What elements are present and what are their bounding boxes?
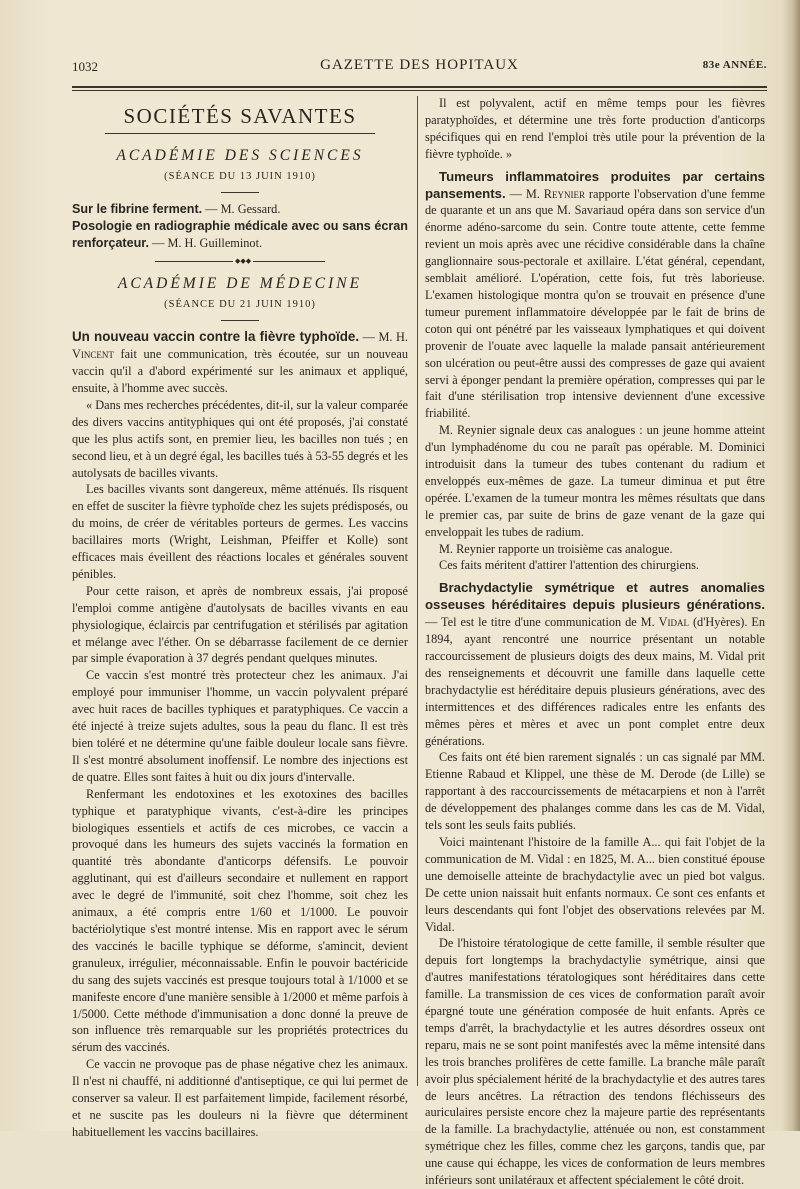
item-posologie xyxy=(72,218,408,252)
brachy-lead-name: Vidal xyxy=(658,615,690,630)
body-paragraph: Ce vaccin ne provoque pas de phase négative chez les animaux. Il n'est ni chauffé, ni additionné d'antiseptique, ce qui lui permet de conserver sa valeur. Il est parfaitement limpide, facilement résorbé, et ne suscite pas les douleurs ni la fièvre que déterminent habituellement les vaccins bacillaires. xyxy=(72,1057,408,1139)
body-paragraph: Ce vaccin s'est montré très protecteur chez les animaux. J'ai employé pour immuniser l'homme, un vaccin polyvalent préparé avec huit races de bacilles typhiques et paratyphiques. Ce vaccin a été injecté à treize sujets adultes, sous la peau du flanc. Il est très bien toléré et ne détermine qu'une faible douleur locale sans fièvre. Il s'est montré absolument inoffensif. Le nombre des injections est de quatre. Elles sont faites à huit ou dix jours d'intervalle. xyxy=(72,668,408,784)
header-rule-thick xyxy=(72,86,767,88)
body-paragraph: Renfermant les endotoxines et les exotoxines des bacilles typhique et paratyphique vivants, c'est-à-dire les principes biologiques essentiels et actifs de ces microbes, ce vaccin a provoqué dans les humeurs des sujets vaccinés la formation en quantité très abondante d'anticorps défensifs. Le pouvoir agglutinant, qui est d'ailleurs secondaire et nullement en rapport avec le degré de l'immunité, soit chez l'homme, soit chez les animaux, a été compris entre 1/60 et 1/1000. Le pouvoir bactériolytique s'est montré intense. Mis en rapport avec le sérum des vaccinés le bacille typhique se déforme, s'amincit, devient granuleux, irrégulier, méconnaissable. Enfin le pouvoir bactéricide du sang des sujets vaccinés est presque toujours total à 1/1000 et se manifeste encore d'une manière sensible à 1/2000 et même parfois à 1/5000. Cette méthode d'immunisation a donc donné la preuve de son influence très remarquable sur les propriétés protectrices du sérum des vaccinés. xyxy=(72,786,408,1055)
brachy-title: Brachydactylie symétrique et autres anomalies osseuses héréditaires depuis plusieurs générations. xyxy=(425,580,765,613)
vaccine-lead-paragraph xyxy=(72,329,408,397)
seance-date-2: (SÉANCE DU 21 JUIN 1910) xyxy=(164,299,316,311)
item-posologie-title: Posologie en radiographie médicale avec ou sans écran renforçateur. xyxy=(72,218,408,250)
ornament-divider xyxy=(155,257,325,266)
small-rule-1 xyxy=(221,192,259,193)
header-rule-thin xyxy=(72,90,767,91)
ornament-glyph: ◆◆◆ xyxy=(235,257,252,266)
body-paragraph: De l'histoire tératologique de cette famille, il semble résulter que depuis fort longtemps la brachydactylie symétrique, ainsi que d'autres manifestations tératologiques sont héréditaires dans cette famille. La transmission de ces vices de conformation paraît avoir épargné toute une génération composée de huit enfants. Après ce temps d'arrêt, la brachydactylie et les autres désordres osseux ont reparu, mais ne se sont point manifestés avec la même intensité dans les trois branches prolifères de cette famille. La branche mâle paraît avoir plus spécialement hérité de la brachydactylie et des autres tares de leurs ancêtres. La rétraction des tendons fléchisseurs des auriculaires persiste encore chez la majeure partie des représentants de la famille. La brachydactylie, atténuée ou non, est constamment symétrique chez les filles, comme chez les garçons, tandis que, par une cause qui échappe, les vices de conformation de leurs membres inférieurs sont unilatéraux et affectent spécialement le côté droit. xyxy=(425,936,765,1188)
body-paragraph: M. Reynier signale deux cas analogues : un jeune homme atteint d'un lymphadénome du cou ne paraît pas opérable. M. Dominici introduisit dans la tumeur des tubes contenant du radium et enveloppés eux-mêmes de gaze. La tumeur diminua et put être opérée. L'examen de la tumeur montra les mêmes résultats que dans le premier cas, par suite de brins de gaze venant de la gaze qui enveloppait les tubes de radium. xyxy=(425,423,765,539)
vaccine-author-prefix: — M. H. xyxy=(362,330,408,345)
item-fibrine xyxy=(72,201,408,218)
tumeurs-author-name: Reynier xyxy=(543,186,585,201)
tumeurs-paragraph xyxy=(425,169,765,423)
item-posologie-author: — M. H. Guilleminot. xyxy=(152,235,263,250)
body-paragraph: M. Reynier rapporte un troisième cas analogue. xyxy=(439,541,673,556)
vaccine-author-name: Vincent xyxy=(72,347,114,362)
year-label: 83e ANNÉE. xyxy=(702,59,767,71)
page-number: 1032 xyxy=(72,59,98,74)
body-paragraph: Ces faits ont été bien rarement signalés : un cas signalé par MM. Etienne Rabaud et Klippel, une thèse de M. Derode (de Lille) se rapportant à des raccourcissements de métacarpiens et non à l'arrêt de développement des phalanges comme dans les cas de M. Vidal, tels sont les seuls faits publiés. xyxy=(425,750,765,833)
body-paragraph: « Dans mes recherches précédentes, dit-il, sur la valeur comparée des divers vaccins antityphiques qui ont été proposés, j'ai constaté que les plus actifs sont, en premier lieu, les bacilles non tués ; en second lieu, et à un degré égal, les bacilles tués à 53-55 degrés et les autolysats de bacilles vivants. xyxy=(72,397,408,480)
body-paragraph: Pour cette raison, et après de nombreux essais, j'ai proposé l'emploi comme antigène d'autolysats de bacilles vivants en eau physiologique, éclaircis par centrifugation et stérilisés par agitation et mélange avec l'éther. On se débarrasse facilement de ce dernier par simple évaporation à 37 degrés pendant quelques minutes. xyxy=(72,583,408,666)
vaccine-title: Un nouveau vaccin contre la fièvre typhoïde. xyxy=(72,329,360,345)
page-edge-shadow xyxy=(782,0,800,1131)
item-fibrine-title: Sur le fibrine ferment. xyxy=(72,201,203,216)
continuation-paragraph: Il est polyvalent, actif en même temps pour les fièvres paratyphoïdes, et détermine une très forte production d'anticorps spécifiques qui en rend l'emploi très utile pour la prévention de la fièvre typhoïde. » xyxy=(425,96,765,161)
brachy-paragraph xyxy=(425,580,765,749)
body-paragraph: Les bacilles vivants sont dangereux, même atténués. Ils risquent en effet de susciter la fièvre typhoïde chez les sujets prédisposés, ou du moins, de créer de véritables porteurs de germes. Les vaccins bacillaires morts (Wright, Leishman, Pfeiffer et Kolle) sont efficaces mais éveillent des réactions locales et générales souvent pénibles. xyxy=(72,482,408,581)
brachy-lead-prefix: — Tel est le titre d'une communication de M. xyxy=(425,615,655,630)
item-fibrine-author: — M. Gessard. xyxy=(205,201,281,216)
body-paragraph: Voici maintenant l'histoire de la famille A... qui fait l'objet de la communication de M. Vidal : en 1825, M. A... bien constitué épouse une demoiselle atteinte de brachydactylie avec un pied bot valgus. De cette union naissait huit enfants normaux. Ce sont ces enfants et leurs descendants qui font l'objet des observations relevées par M. Vidal. xyxy=(425,834,765,934)
section-rule xyxy=(105,133,375,134)
left-column xyxy=(72,98,408,1141)
column-divider xyxy=(417,96,418,1086)
tumeurs-author-prefix: — M. xyxy=(509,186,540,201)
running-header xyxy=(72,55,767,79)
academy-sciences-heading: ACADÉMIE DES SCIENCES xyxy=(116,146,364,164)
right-column xyxy=(425,95,765,1189)
tumeurs-title: Tumeurs inflammatoires produites par certains pansements. xyxy=(425,168,765,201)
seance-date-1: (SÉANCE DU 13 JUIN 1910) xyxy=(164,170,316,182)
tumeurs-body: rapporte l'observation d'une femme de quarante et un ans que M. Savariaud opéra dans son service d'un énorme adéno-sarcome du sein. Contre toute attente, cette femme revient un mois après avec une récidive considérable dans la chaîne ganglionnaire sous-pectorale et axillaire. L'état général, cependant, semblait amélioré. L'opération, cette fois, fut très laborieuse. L'examen histologique montra qu'on se trouvait en présence d'une tumeur purement inflammatoire développée par le fait de brins de coton qui ont pénétré par les vaisseaux lymphatiques et qui doivent provenir de l'ouate avec laquelle la malade pansait antérieurement son ulcération ou peut-être aussi des compresses de gaze qui avaient servi à éponger pendant la première opération, compresses qui par le fait d'une stérilisation trop intensive deviennent d'une excessive friabilité. xyxy=(425,186,765,421)
body-paragraph: Ces faits méritent d'attirer l'attention des chirurgiens. xyxy=(439,558,699,573)
vaccine-lead-text: fait une communication, très écoutée, sur un nouveau vaccin qu'il a d'abord expérimenté sur les animaux et appliqué, ensuite, à l'homme avec succès. xyxy=(72,347,408,395)
academy-medecine-heading: ACADÉMIE DE MÉDECINE xyxy=(117,275,363,293)
journal-title: GAZETTE DES HOPITAUX xyxy=(320,57,519,73)
brachy-lead-rest: (d'Hyères). En 1894, ayant rencontré une nourrice présentant un notable raccourcissement de plusieurs doigts des deux mains, M. Vidal prit des renseignements et découvrit une famille dans laquelle cette brachydactylie est héréditaire depuis plusieurs générations, avec des intermittences et des différences radicales entre les enfants des mêmes pères et mères et avec un pont complet entre deux générations. xyxy=(425,615,766,748)
section-title: SOCIÉTÉS SAVANTES xyxy=(123,104,357,128)
small-rule-2 xyxy=(221,320,259,321)
